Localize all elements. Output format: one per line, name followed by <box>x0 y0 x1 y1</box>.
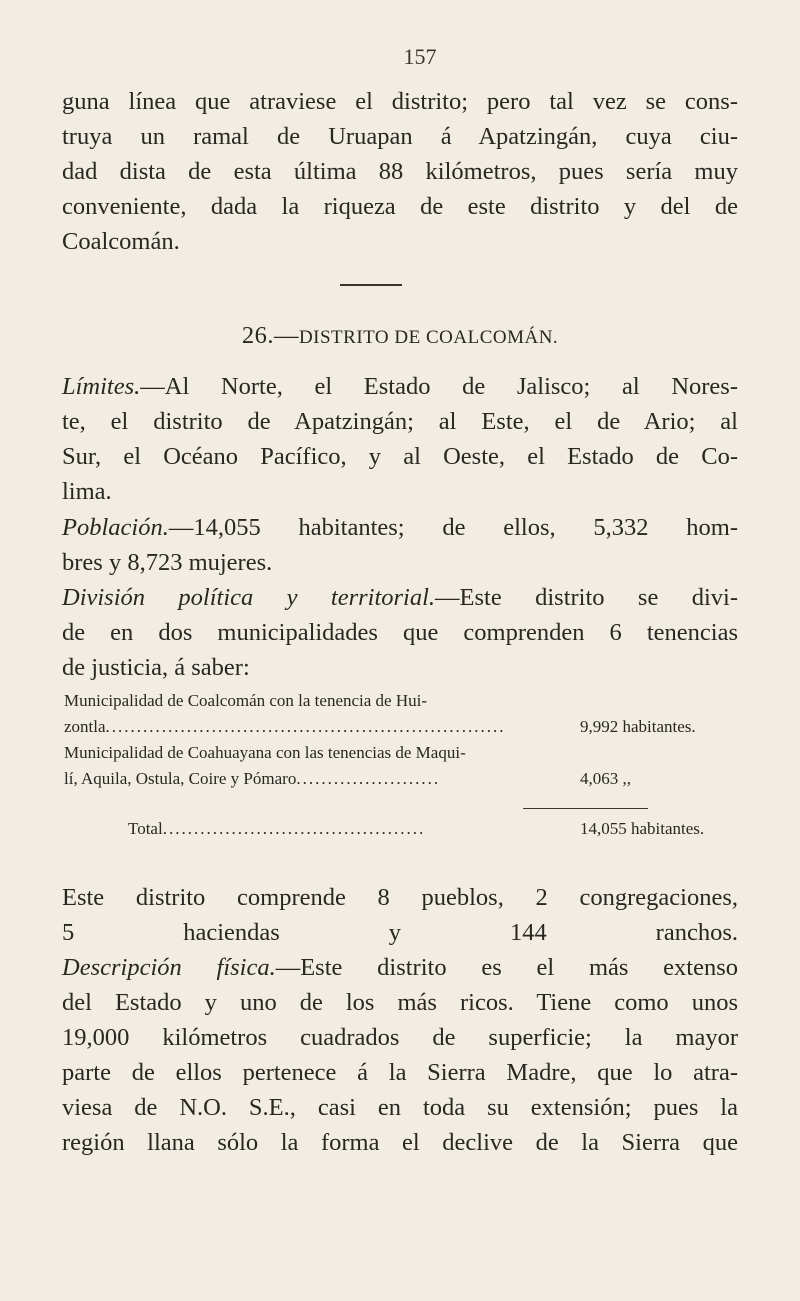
table-row-label: Municipalidad de Coalcomán con la tenencia de Hui- <box>64 691 428 710</box>
page-number: 157 <box>403 44 437 69</box>
total-value: 14,055 habitantes. <box>580 819 705 838</box>
text-line: de justicia, á saber: <box>62 654 250 681</box>
division-paragraph <box>62 580 738 685</box>
text-line: te, el distrito de Apatzingán; al Este, el de Ario; al <box>62 408 738 435</box>
text-line: —Este distrito se divi- <box>435 584 738 611</box>
text-line: guna línea que atraviese el distrito; pero tal vez se cons- <box>62 88 738 115</box>
leader-dots: ................................................................ <box>105 717 506 736</box>
text-line: 19,000 kilómetros cuadrados de superficie; la mayor <box>62 1024 738 1051</box>
population-table <box>64 688 740 792</box>
text-line: —Este distrito es el más extenso <box>275 954 739 981</box>
section-number: 26.— <box>241 322 299 349</box>
text-line: conveniente, dada la riqueza de este distrito y del de <box>62 193 738 220</box>
text-line: truya un ramal de Uruapan á Apatzingán, cuya ciu- <box>62 123 738 150</box>
table-row-label-cont: zontla <box>64 717 106 736</box>
total-rule <box>523 808 648 809</box>
text-line: bres y 8,723 mujeres. <box>62 549 273 576</box>
table-row <box>64 688 740 714</box>
leader-dots: .......................................... <box>162 819 426 838</box>
leader-dots: ....................... <box>296 769 441 788</box>
table-row <box>64 740 740 766</box>
text-line: Sur, el Océano Pacífico, y al Oeste, el Estado de Co- <box>62 443 738 470</box>
descripcion-label: Descripción física. <box>62 954 276 981</box>
text-line: 5 haciendas y 144 ranchos. <box>62 919 738 946</box>
table-row-value: 9,992 habitantes. <box>580 717 696 736</box>
text-line: Coalcomán. <box>62 228 180 255</box>
text-line: del Estado y uno de los más ricos. Tiene como unos <box>62 989 738 1016</box>
descripcion-paragraph <box>62 950 738 1160</box>
section-title-part2: COALCOMÁN. <box>425 327 559 348</box>
table-row-value: 4,063 ,, <box>580 769 631 788</box>
text-line: —14,055 habitantes; de ellos, 5,332 hom- <box>168 514 738 541</box>
table-row <box>64 766 740 792</box>
text-line: región llana sólo la forma el declive de la Sierra que <box>62 1129 738 1156</box>
table-row-label: Municipalidad de Coahuayana con las tenencias de Maqui- <box>64 743 466 762</box>
text-line: viesa de N.O. S.E., casi en toda su extensión; pues la <box>62 1094 738 1121</box>
total-label-text: Total <box>128 819 163 838</box>
text-line: de en dos municipalidades que comprenden 6 tenencias <box>62 619 738 646</box>
section-heading <box>0 322 800 350</box>
text-line: dad dista de esta última 88 kilómetros, pues sería muy <box>62 158 738 185</box>
division-label: División política y territorial. <box>62 584 436 611</box>
text-line: lima. <box>62 478 112 505</box>
section-divider <box>340 284 402 286</box>
intro-paragraph <box>62 84 738 259</box>
table-row-label-cont: lí, Aquila, Ostula, Coire y Pómaro <box>64 769 297 788</box>
table-total-row <box>64 816 740 842</box>
table-row-label <box>64 714 580 740</box>
table-row <box>64 714 740 740</box>
text-line: parte de ellos pertenece á la Sierra Madre, que lo atra- <box>62 1059 738 1086</box>
limites-paragraph <box>62 369 738 509</box>
section-title-part1: DISTRITO DE <box>298 327 426 348</box>
pueblos-paragraph <box>62 880 738 950</box>
poblacion-paragraph <box>62 510 738 580</box>
text-line: Este distrito comprende 8 pueblos, 2 congregaciones, <box>62 884 738 911</box>
poblacion-label: Población. <box>62 514 169 541</box>
text-line: —Al Norte, el Estado de Jalisco; al Nores- <box>140 373 738 400</box>
total-label <box>64 816 580 842</box>
limites-label: Límites. <box>62 373 141 400</box>
table-row-label <box>64 766 580 792</box>
